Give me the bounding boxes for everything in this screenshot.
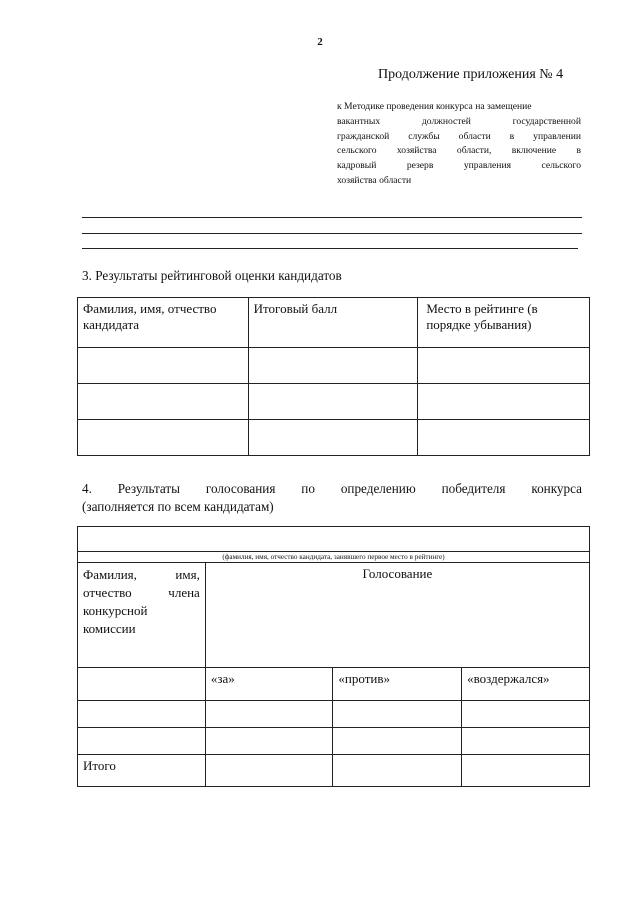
rating-cell[interactable] xyxy=(78,348,249,384)
vote-cell[interactable] xyxy=(205,701,333,728)
total-cell[interactable] xyxy=(333,755,462,787)
fill-line xyxy=(82,217,582,218)
title-word: победителя xyxy=(441,481,506,496)
appendix-description-line: к Методике проведения конкурса на замещение xyxy=(337,101,532,112)
appendix-title: Продолжение приложения № 4 xyxy=(378,67,564,82)
vote-cell[interactable] xyxy=(462,728,590,755)
appendix-description-line: гражданской службы области в управлении xyxy=(337,130,581,142)
appendix-description xyxy=(337,100,581,189)
option-abstain: «воздержался» xyxy=(462,668,590,701)
table-row xyxy=(78,728,590,755)
winner-name-cell[interactable] xyxy=(78,527,590,552)
total-cell[interactable] xyxy=(205,755,333,787)
rating-cell[interactable] xyxy=(418,384,590,420)
rating-table xyxy=(77,297,590,456)
rating-cell[interactable] xyxy=(248,420,418,456)
member-header xyxy=(78,563,206,668)
fill-line xyxy=(82,233,582,234)
appendix-description-line: хозяйства области xyxy=(337,174,412,186)
rating-cell[interactable] xyxy=(418,420,590,456)
title-word: определению xyxy=(340,481,416,496)
member-word: конкурсной xyxy=(83,603,148,618)
member-word: отчество xyxy=(83,585,132,600)
vote-cell[interactable] xyxy=(333,728,462,755)
section4-title xyxy=(82,480,582,516)
total-label: Итого xyxy=(78,755,206,787)
member-word: имя, xyxy=(175,567,200,582)
title-word: по xyxy=(301,481,315,496)
title-word: голосования xyxy=(205,481,276,496)
rating-header-place: Место в рейтинге (в порядке убывания) xyxy=(418,298,590,348)
section4-title-line1 xyxy=(82,480,582,498)
option-against: «против» xyxy=(333,668,462,701)
member-word: члена xyxy=(168,585,200,600)
title-word: 4. xyxy=(82,481,92,496)
winner-caption: (фамилия, имя, отчество кандидата, занявшего первое место в рейтинге) xyxy=(78,552,590,563)
appendix-description-line: вакантных должностей государственной xyxy=(337,115,581,127)
voting-table xyxy=(77,526,590,787)
appendix-description-line: кадровый резерв управления сельского xyxy=(337,160,581,172)
table-row xyxy=(78,701,590,728)
page-number: 2 xyxy=(317,36,323,48)
option-for: «за» xyxy=(205,668,333,701)
rating-header-name: Фамилия, имя, отчество кандидата xyxy=(78,298,249,348)
section4-title-line2: (заполняется по всем кандидатам) xyxy=(82,499,274,514)
rating-cell[interactable] xyxy=(78,420,249,456)
title-word: Результаты xyxy=(117,481,181,496)
vote-cell[interactable] xyxy=(205,728,333,755)
rating-header-score: Итоговый балл xyxy=(248,298,418,348)
rating-cell[interactable] xyxy=(418,348,590,384)
vote-cell[interactable] xyxy=(333,701,462,728)
vote-cell[interactable] xyxy=(462,701,590,728)
rating-cell[interactable] xyxy=(248,384,418,420)
member-word: Фамилия, xyxy=(83,567,137,582)
rating-cell[interactable] xyxy=(248,348,418,384)
fill-line xyxy=(82,248,578,249)
total-cell[interactable] xyxy=(462,755,590,787)
vote-cell[interactable] xyxy=(78,728,206,755)
vote-cell[interactable] xyxy=(78,701,206,728)
member-name-cell[interactable] xyxy=(78,668,206,701)
voting-header: Голосование xyxy=(205,563,589,668)
table-row xyxy=(78,348,590,384)
table-row xyxy=(78,384,590,420)
table-row xyxy=(78,420,590,456)
section3-title: 3. Результаты рейтинговой оценки кандидатов xyxy=(82,268,342,283)
appendix-description-line: сельского хозяйства области, включение в xyxy=(337,145,581,157)
rating-cell[interactable] xyxy=(78,384,249,420)
member-word: комиссии xyxy=(83,621,136,636)
title-word: конкурса xyxy=(531,481,582,496)
